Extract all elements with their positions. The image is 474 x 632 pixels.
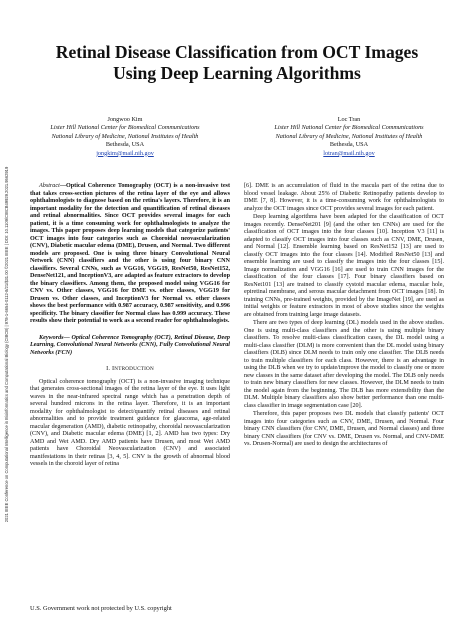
paper-title xyxy=(30,42,444,84)
abstract xyxy=(30,183,230,326)
author-city: Bethesda, USA xyxy=(329,141,369,149)
author-block-2 xyxy=(244,116,454,158)
sidebar-citation: 2021 IEEE Conference on Computational Intelligence in Bioinformatics and Computational Biology (CIBCB) | 978-1-6654-0112-8/21/$31.00 ©2021 IEEE | DOI: 10.1109/CIBCB49929.2021.9562919 xyxy=(4,166,9,523)
abstract-heading: Abstract xyxy=(39,183,60,189)
author-city: Bethesda, USA xyxy=(105,141,145,149)
section-title-rest: NTRODUCTION xyxy=(114,366,154,372)
author-affiliation: Lister Hill National Center for Biomedical Communications xyxy=(50,124,200,132)
section-heading-introduction xyxy=(30,365,230,374)
author-block-1 xyxy=(20,116,230,158)
body-paragraph: Deep learning algorithms have been adapted for the classification of OCT images recently. DenseNet201 [9] (and the other ten CNNs) are used for the classification of OCT images into the four classes [10]. Inception V3 [11] is adapted to classify OCT images into four classes such as CNV, DME, Drusen, and Normal [12]. Ensemble learning based on ResNet152 [13] are used to classify OCT images into the four classes [14]. Modified ResNet50 [13] and ensemble learning are used to classify the images into the four classes [15]. Image normalization and VGG16 [16] are used to train CNN images for the classification of the four classes [17]. Four binary classifiers based on ResNet101 [13] are trained to classify cystoid macular edema, macular hole, epiretinal membrane, and serous macular detachment from OCT images [18]. In training CNNs, pre-trained weights, provided by the ImageNet [19], are used as initial weights or feature extractors in most of above studies since the weights are obtained from training large image datasets. xyxy=(244,214,444,318)
keywords: Keywords— Optical Coherence Tomography (OCT), Retinal Disease, Deep Learning, Convolutional Neural Networks (CNN), Fully Convolutional Neural Networks (FCN) xyxy=(30,334,230,356)
conference-sidebar xyxy=(1,70,11,630)
author-affiliation: National Library of Medicine, National Institutes of Health xyxy=(51,132,199,140)
author-email-link[interactable]: jongkim@mail.nih.gov xyxy=(96,149,154,157)
title-line-2: Using Deep Learning Algorithms xyxy=(113,63,361,83)
right-column xyxy=(244,183,444,450)
section-number: I. xyxy=(106,365,111,372)
title-line-1: Retinal Disease Classification from OCT Images xyxy=(55,42,419,62)
author-affiliation: National Library of Medicine, National Institutes of Health xyxy=(275,132,423,140)
intro-paragraph: Optical coherence tomography (OCT) is a non-invasive imaging technique that generates cross-sectional images of the retina layer of the eye. It uses light waves in the near-infrared spectral range which has a penetration depth of several hundred microns in the retina layer. Therefore, it is an important modality for ophthalmologist to detect/quantify retinal diseases and retinal abnormalities and to provide treatment guidance for glaucoma, age-related macular degeneration (AMD), diabetic retinopathy, choroidal neovascularization (CNV), and Diabetic macular edema (DME) [1, 2]. AMD has two types: Dry AMD and Wet AMD. Dry AMD patients have Drusen, and most Wet AMD patients have Choroidal Neovascularization (CNV) and associated manifestations in their retinas [3, 4, 5]. CNV is the growth of abnormal blood vessels in the choroid layer of retina xyxy=(30,378,230,467)
author-name: Jongwoo Kim xyxy=(107,116,143,123)
body-paragraph: [6]. DME is an accumulation of fluid in the macula part of the retina due to blood vessel leakage. About 25% of Diabetic Retinopathy patients develop to DME [7, 8]. However, it is a time-consuming work for ophthalmologists to analyze the OCT images since OCT provides several images for each patient. xyxy=(244,183,444,212)
author-email-link[interactable]: lotran@mail.nih.gov xyxy=(323,149,375,157)
abstract-text: —Optical Coherence Tomography (OCT) is a non-invasive test that takes cross-section pictures of the retina layer of the eye and allows ophthalmologists to diagnose based on the retina's layers. Therefore, it is an important modality for the detection and quantification of retinal diseases and retinal abnormalities. Since OCT provides several images for each patient, it is a time consuming work for ophthalmologists to analyze the images. This paper proposes deep learning models that categorize patients' OCT images into four categories such as Choroidal neovascularization (CNV), Diabetic macular edema (DME), Drusen, and Normal. Two different models are proposed. One is using three binary Convolutional Neural Network (CNN) classifiers and the other is using four binary CNN classifiers. Several CNNs, such as VGG16, VGG19, ResNet50, ResNet152, DenseNet121, and InceptionV3, are adapted as feature extractors to develop the binary classifiers. Among them, the proposed model using VGG16 for CNV vs. Other classes, VGG16 for DME vs. other classes, VGG19 for Drusen vs. Other classes, and InceptionV3 for Normal vs. other classes shows the best performance with 0.987 accuracy, 0.987 sensitivity, and 0.996 specificity. The binary classifier for Normal class has 0.999 accuracy. These results show their potential to work as a second reader for ophthalmologists. xyxy=(30,183,230,324)
author-name: Loc Tran xyxy=(337,116,361,123)
body-paragraph: Therefore, this paper proposes two DL models that classify patients' OCT images into four categories such as CNV, DME, Drusen, and Normal. Four binary CNN classifiers (for CNV, DME, Drusen, and Normal classes) and three binary CNN classifiers (for CNV vs. DME, Drusen vs. Normal, and CNV-DME vs. Drusen-Normal) are used to design the architectures of xyxy=(244,411,444,447)
copyright-footer: U.S. Government work not protected by U.S. copyright xyxy=(30,605,172,612)
body-paragraph: There are two types of deep learning (DL) models used in the above studies. One is using multi-class classifiers and the other is using multiple binary classifiers. To resolve multi-class classification cases, the DL model using a multi-class classifier (DLM) is more convenient than the DL model using binary classifiers (DLB) since DLM needs to train only one classifier. The DLB needs to train multiple classifiers for each class. However, there is an advantage in using the DLB when we try to update/improve the model to classify one or more new classes in the same dataset after developing the model. The DLB only needs to train new binary classifiers for new classes. However, the DLM needs to train the model again from the beginning. The DLB has more extensibility than the DLM. Multiple binary classifiers also show better performance than one multi-class classifier in image segmentation case [20]. xyxy=(244,320,444,409)
section-initial: I xyxy=(111,365,115,372)
left-column xyxy=(30,183,230,470)
author-affiliation: Lister Hill National Center for Biomedical Communications xyxy=(274,124,424,132)
